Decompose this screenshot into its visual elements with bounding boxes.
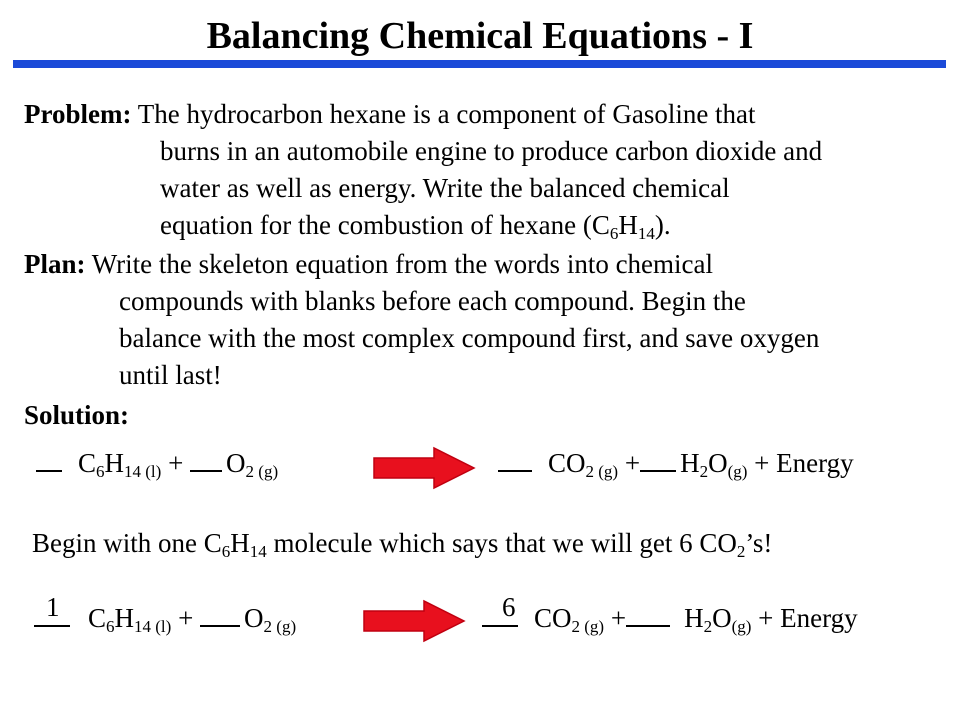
hexane-sub-14-2: 14 (l)	[134, 617, 172, 636]
problem-line-2: burns in an automobile engine to produce carbon dioxide and	[160, 136, 823, 166]
oxygen-sub: 2 (g)	[245, 462, 279, 481]
hexane-blank	[36, 466, 62, 472]
water-sub-2: 2	[699, 462, 709, 481]
hexane-sub-6-2: 6	[106, 617, 115, 636]
skeleton-products	[498, 448, 854, 482]
note-h: H	[230, 528, 250, 558]
problem-line-3: water as well as energy. Write the balanced chemical	[160, 173, 730, 203]
plus-energy: + Energy	[754, 448, 854, 478]
co2-sub-2: 2 (g)	[571, 617, 605, 636]
partial-products	[482, 603, 858, 637]
water-sub-g: (g)	[727, 462, 748, 481]
plus-sign-2: +	[624, 448, 641, 478]
plan-label: Plan:	[24, 249, 86, 279]
water-sub-g-2: (g)	[731, 617, 752, 636]
plus-sign: +	[168, 448, 184, 478]
plan-line-3: balance with the most complex compound first, and save oxygen	[119, 323, 820, 353]
oxygen-sub-2: 2 (g)	[263, 617, 297, 636]
hexane-h-2: H	[114, 603, 135, 633]
oxygen-o-2: O	[244, 603, 264, 633]
note-prefix: Begin with one C	[32, 528, 222, 558]
problem-label: Problem:	[24, 99, 132, 129]
oxygen-blank-2	[200, 621, 240, 627]
water-blank-2	[626, 621, 670, 627]
partial-equation	[34, 603, 296, 637]
note-sub-6: 6	[221, 542, 231, 561]
skeleton-equation	[36, 448, 278, 482]
hexane-c: C	[78, 448, 97, 478]
problem-paragraph	[24, 96, 954, 252]
hexane-h: H	[104, 448, 125, 478]
title-underline	[13, 60, 946, 68]
water-sub-2-2: 2	[703, 617, 713, 636]
co2-blank	[498, 466, 532, 472]
hexane-sub-6: 6	[96, 462, 105, 481]
oxygen-o: O	[226, 448, 246, 478]
co2-coefficient: 6	[502, 592, 516, 622]
note-middle: molecule which says that we will get 6 CO	[266, 528, 737, 558]
note-suffix: ’s!	[745, 528, 773, 558]
co2-sub: 2 (g)	[585, 462, 619, 481]
oxygen-blank	[190, 466, 222, 472]
water-h: H	[680, 448, 700, 478]
problem-line-4-suffix: ).	[654, 210, 671, 240]
water-o: O	[708, 448, 728, 478]
reaction-arrow-icon-2	[362, 599, 466, 643]
problem-h: H	[618, 210, 638, 240]
plus-sign-4: +	[610, 603, 627, 633]
note-sub-2: 2	[736, 542, 746, 561]
problem-sub-14: 14	[637, 224, 655, 243]
plan-line-2: compounds with blanks before each compound. Begin the	[119, 286, 746, 316]
water-o-2: O	[712, 603, 732, 633]
problem-sub-6: 6	[609, 224, 619, 243]
plan-line-4: until last!	[119, 360, 222, 390]
hint-text	[32, 528, 772, 562]
problem-line-1: The hydrocarbon hexane is a component of Gasoline that	[137, 99, 756, 129]
plus-sign-3: +	[178, 603, 194, 633]
plan-line-1: Write the skeleton equation from the words into chemical	[91, 249, 714, 279]
hexane-c-2: C	[88, 603, 107, 633]
hexane-coefficient: 1	[46, 592, 60, 622]
co2-blank-2	[482, 621, 518, 627]
water-blank	[640, 466, 676, 472]
co2-co: CO	[548, 448, 586, 478]
plan-paragraph	[24, 246, 954, 394]
water-h-2: H	[684, 603, 704, 633]
problem-line-4-prefix: equation for the combustion of hexane (C	[160, 210, 610, 240]
co2-co-2: CO	[534, 603, 572, 633]
reaction-arrow-icon	[372, 446, 476, 490]
note-sub-14: 14	[249, 542, 267, 561]
page-title: Balancing Chemical Equations - I	[206, 15, 754, 57]
solution-label: Solution:	[24, 400, 130, 430]
hexane-blank-2	[34, 621, 70, 627]
plus-energy-2: + Energy	[758, 603, 858, 633]
hexane-sub-14: 14 (l)	[124, 462, 162, 481]
